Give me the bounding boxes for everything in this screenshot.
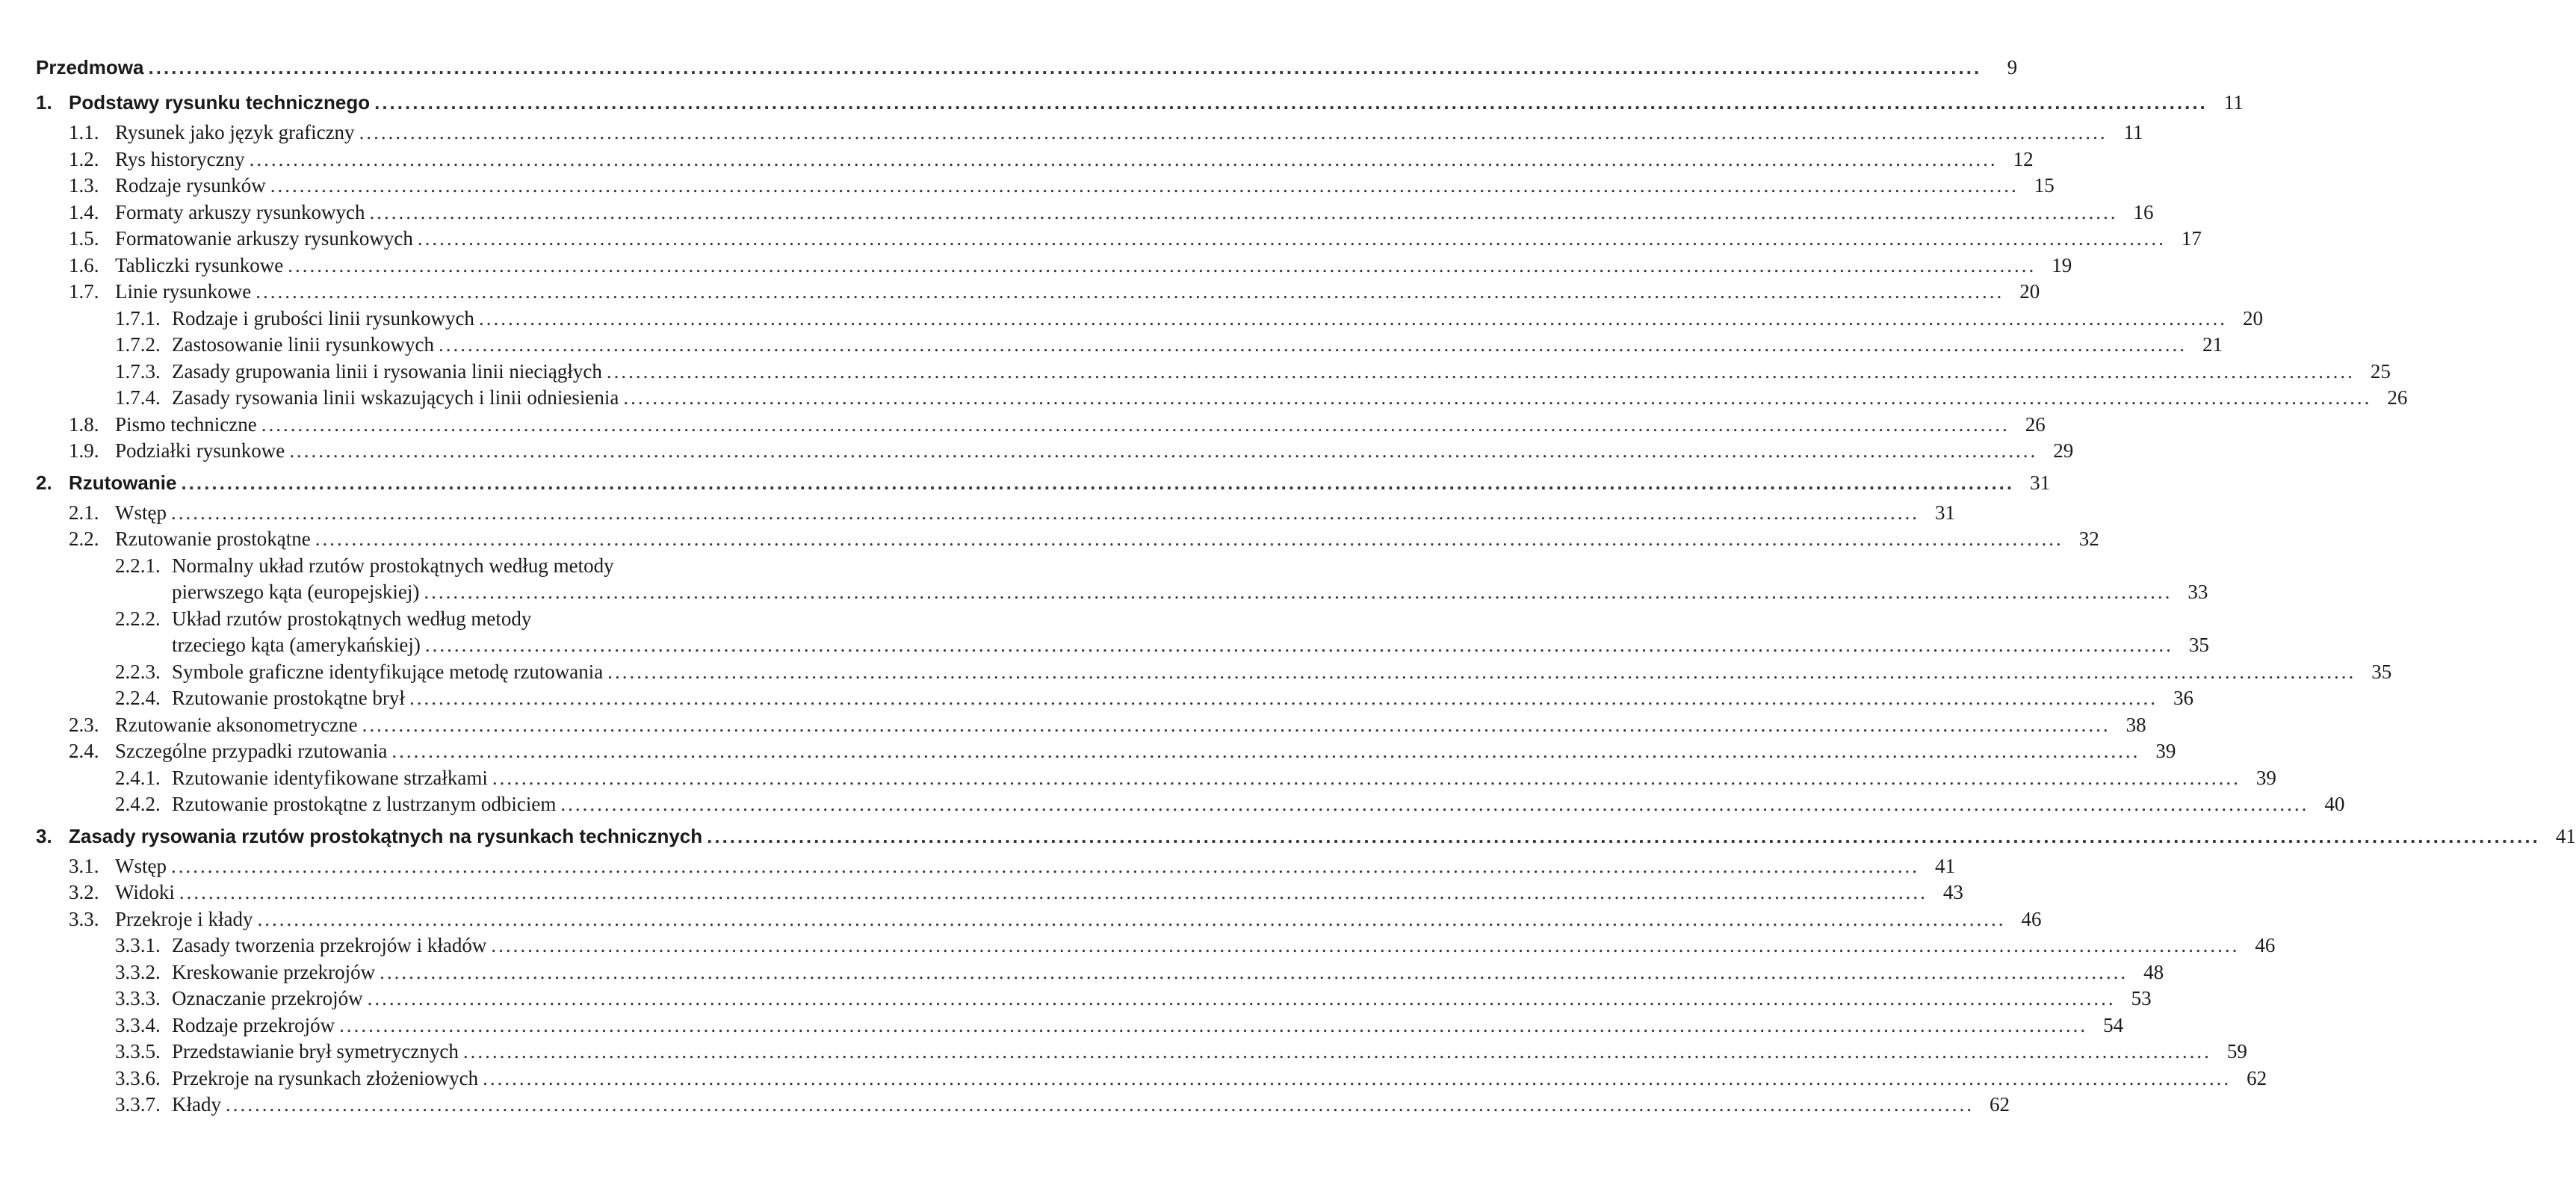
- toc-entry-title: Zasady grupowania linii i rysowania linii nieciągłych: [172, 359, 602, 383]
- toc-page-number: 15: [2034, 174, 2055, 197]
- toc-entry-title: Rzutowanie aksonometryczne: [115, 713, 358, 736]
- toc-page-number: 29: [2053, 439, 2074, 462]
- toc-entry-number: 2.2.2.: [115, 607, 161, 630]
- toc-entry-section: [36, 906, 2042, 933]
- dot-leader: [425, 632, 2173, 659]
- toc-page-number: 62: [1989, 1093, 2010, 1116]
- toc-entry-number: 3.3.: [69, 907, 99, 930]
- toc-entry-section: [36, 500, 1955, 527]
- toc-entry-title: Zasady tworzenia przekrojów i kładów: [172, 934, 487, 956]
- toc-page-number: 20: [2242, 306, 2263, 330]
- toc-entry-title: Rzutowanie: [69, 471, 177, 494]
- toc-entry-section: [36, 226, 2202, 253]
- toc-entry-number: 1.1.: [69, 121, 99, 143]
- toc-entry-title: Zasady rysowania rzutów prostokątnych na rysunkach technicznych: [69, 824, 703, 847]
- toc-entry-title: Rodzaje rysunków: [115, 174, 266, 197]
- toc-entry-title: Rys historyczny: [115, 147, 245, 170]
- toc-entry-title: Widoki: [115, 881, 175, 903]
- toc-page-number: 32: [2078, 528, 2099, 550]
- toc-entry-section: [36, 853, 1955, 880]
- dot-leader: [289, 438, 2037, 465]
- toc-entry-number: 2.: [36, 471, 52, 494]
- toc-entry-subsection: [36, 1092, 2010, 1119]
- toc-page-number: 41: [1934, 854, 1955, 877]
- toc-page-number: 31: [1934, 501, 1955, 524]
- toc-entry-title: Rodzaje przekrojów: [172, 1013, 335, 1036]
- toc-page-number: 9: [2007, 56, 2018, 78]
- dot-leader: [315, 526, 2063, 553]
- toc-entry-number: 1.7.: [69, 280, 99, 303]
- toc-entry-title: Linie rysunkowe: [115, 280, 252, 303]
- toc-page-number: 43: [1942, 881, 1963, 903]
- toc-entry-subsection: [36, 306, 2263, 332]
- toc-entry-subsection: [36, 1012, 2124, 1039]
- toc-entry-title: Kreskowanie przekrojów: [172, 960, 376, 983]
- toc-entry-section: [36, 279, 2040, 306]
- dot-leader: [368, 986, 2116, 1012]
- toc-entry-section: [36, 200, 2154, 226]
- toc-page-number: 33: [2188, 581, 2208, 603]
- dot-leader: [483, 1065, 2231, 1092]
- toc-page-number: 21: [2202, 333, 2223, 356]
- toc-entry-number: 1.6.: [69, 253, 99, 276]
- toc-page-number: 31: [2030, 471, 2051, 494]
- toc-entry-number: 1.4.: [69, 200, 99, 223]
- dot-leader: [181, 466, 2014, 500]
- dot-leader: [270, 173, 2019, 200]
- toc-entry-title: Kłady: [172, 1093, 221, 1116]
- toc-entry-title: Podstawy rysunku technicznego: [69, 91, 371, 114]
- toc-entry-subsection: [36, 959, 2164, 986]
- toc-page-number: 40: [2324, 793, 2345, 815]
- dot-leader: [623, 385, 2371, 412]
- toc-page-number: 54: [2103, 1013, 2124, 1036]
- toc-page-number: 12: [2013, 147, 2034, 170]
- toc-entry-subsection: [36, 791, 2345, 818]
- toc-entry-title: Oznaczanie przekrojów: [172, 987, 363, 1009]
- dot-leader: [339, 1012, 2087, 1039]
- toc-entry-number: 1.: [36, 91, 52, 114]
- dot-leader: [171, 853, 1919, 880]
- dot-leader: [171, 500, 1919, 527]
- toc-entry-number: 2.1.: [69, 501, 99, 524]
- toc-entry-title: Rysunek jako język graficzny: [115, 121, 355, 143]
- toc-entry-title: Rzutowanie identyfikowane strzałkami: [172, 766, 488, 789]
- toc-entry-number: 1.8.: [69, 412, 99, 436]
- dot-leader: [424, 579, 2172, 606]
- toc-entry-section: [36, 526, 2099, 553]
- toc-entry-section: [36, 146, 2034, 173]
- dot-leader: [257, 906, 2005, 933]
- toc-entry-title: Rzutowanie prostokątne brył: [172, 687, 405, 709]
- dot-leader: [418, 226, 2166, 253]
- toc-page-number: 46: [2255, 934, 2276, 956]
- toc-entry-number: 3.2.: [69, 881, 99, 903]
- toc-entry-chapter: [36, 466, 2051, 500]
- toc-page-number: 19: [2052, 253, 2072, 276]
- dot-leader: [391, 738, 2140, 765]
- toc-entry-number: 2.2.4.: [115, 687, 161, 709]
- toc-entry-subsection: [36, 932, 2276, 959]
- toc-entry-section: [36, 253, 2072, 279]
- dot-leader: [409, 685, 2158, 712]
- toc-page-number: 26: [2025, 412, 2046, 436]
- dot-leader: [369, 200, 2117, 226]
- dot-leader: [491, 932, 2239, 959]
- toc-page-number: 59: [2226, 1040, 2247, 1063]
- toc-entry-number: 2.4.: [69, 740, 99, 762]
- toc-entry-number: 3.: [36, 824, 52, 847]
- toc-entry-number: 1.7.3.: [115, 359, 161, 383]
- toc-entry-number: 2.4.2.: [115, 793, 161, 815]
- toc-entry-number: 1.7.4.: [115, 386, 161, 409]
- toc-entry-title: Przedmowa: [36, 56, 144, 78]
- toc-entry-section: [36, 879, 1963, 906]
- toc-page-number: 16: [2133, 200, 2154, 223]
- dot-leader: [256, 279, 2004, 306]
- dot-leader: [380, 959, 2128, 986]
- toc-page-number: 62: [2247, 1066, 2267, 1089]
- toc-entry-number: 2.4.1.: [115, 766, 161, 789]
- toc-entry-title: Układ rzutów prostokątnych według metody: [172, 607, 532, 630]
- toc-entry-subsection: [36, 553, 2208, 606]
- dot-leader: [261, 412, 2010, 439]
- toc-entry-number: 3.3.1.: [115, 934, 161, 956]
- toc-entry-title: Przekroje na rysunkach złożeniowych: [172, 1066, 479, 1089]
- toc-entry-number: 1.5.: [69, 227, 99, 250]
- toc-entry-section: [36, 120, 2143, 146]
- toc-entry-number: 1.7.1.: [115, 306, 161, 330]
- toc-entry-number: 3.1.: [69, 854, 99, 877]
- toc-page-number: 38: [2125, 713, 2146, 736]
- toc-entry-number: 2.2.: [69, 528, 99, 550]
- toc-entry-title: Przedstawianie brył symetrycznych: [172, 1040, 459, 1063]
- toc-page-number: 11: [2123, 121, 2143, 143]
- toc-page-number: 36: [2173, 687, 2193, 709]
- toc-entry-subsection: [36, 685, 2193, 712]
- toc-page-number: 35: [2188, 634, 2209, 656]
- dot-leader: [560, 791, 2309, 818]
- toc-entry-number: 2.3.: [69, 713, 99, 736]
- dot-leader: [607, 359, 2355, 386]
- toc-entry-subsection: [36, 332, 2223, 359]
- dot-leader: [374, 86, 2208, 120]
- toc-entry-section: [36, 738, 2176, 765]
- dot-leader: [492, 765, 2241, 792]
- toc-entry-number: 3.3.7.: [115, 1093, 161, 1116]
- toc-entry-title: Symbole graficzne identyfikujące metodę rzutowania: [172, 660, 604, 683]
- toc-entry-subsection: [36, 1039, 2247, 1065]
- dot-leader: [707, 820, 2540, 853]
- toc-entry-subsection: [36, 1065, 2267, 1092]
- toc-entry-number: 1.9.: [69, 439, 99, 462]
- toc-entry-title: Normalny układ rzutów prostokątnych według metody: [172, 554, 614, 577]
- toc-entry-number: 3.3.2.: [115, 960, 161, 983]
- toc-entry-title: Zastosowanie linii rysunkowych: [172, 333, 434, 356]
- toc-entry-number: 1.2.: [69, 147, 99, 170]
- toc-entry-title: Szczególne przypadki rzutowania: [115, 740, 388, 762]
- dot-leader: [607, 659, 2356, 686]
- toc-page-number: 53: [2131, 987, 2152, 1009]
- toc-entry-title: Przekroje i kłady: [115, 907, 253, 930]
- toc-page-number: 26: [2387, 386, 2408, 409]
- toc-page-number: 17: [2181, 227, 2202, 250]
- toc-entry-title: Wstęp: [115, 501, 167, 524]
- toc-entry-section: [36, 173, 2055, 200]
- dot-leader: [149, 51, 1982, 84]
- toc-entry-chapter: [36, 820, 2576, 853]
- toc-page-number: 39: [2255, 766, 2276, 789]
- toc-entry-title: Podziałki rysunkowe: [115, 439, 285, 462]
- toc-entry-section: [36, 712, 2146, 739]
- toc-entry-number: 1.7.2.: [115, 333, 161, 356]
- toc-entry-title: Formatowanie arkuszy rysunkowych: [115, 227, 413, 250]
- toc-entry-number: 2.2.1.: [115, 554, 161, 577]
- toc-entry-number: 3.3.5.: [115, 1040, 161, 1063]
- table-of-contents: [36, 49, 2576, 1119]
- toc-entry-subsection: [36, 765, 2276, 792]
- dot-leader: [179, 879, 1928, 906]
- toc-page-number: 41: [2555, 824, 2576, 847]
- toc-entry-subsection: [36, 359, 2391, 386]
- toc-entry-subsection: [36, 606, 2209, 659]
- toc-entry-chapter: [36, 51, 2018, 84]
- dot-leader: [463, 1039, 2211, 1065]
- toc-entry-title-continued: trzeciego kąta (amerykańskiej): [172, 634, 421, 656]
- toc-entry-number: 3.3.3.: [115, 987, 161, 1009]
- dot-leader: [288, 253, 2036, 279]
- toc-entry-subsection: [36, 986, 2152, 1012]
- toc-entry-title: Wstęp: [115, 854, 167, 877]
- dot-leader: [359, 120, 2108, 146]
- toc-page-number: 39: [2155, 740, 2176, 762]
- toc-entry-title: Rodzaje i grubości linii rysunkowych: [172, 306, 474, 330]
- toc-page-number: 20: [2019, 280, 2040, 303]
- toc-entry-title: Tabliczki rysunkowe: [115, 253, 284, 276]
- toc-entry-title: Pismo techniczne: [115, 412, 257, 436]
- toc-entry-title: Formaty arkuszy rysunkowych: [115, 200, 365, 223]
- toc-entry-chapter: [36, 86, 2244, 120]
- dot-leader: [439, 332, 2187, 359]
- toc-entry-subsection: [36, 659, 2392, 686]
- toc-page-number: 46: [2021, 907, 2042, 930]
- toc-entry-title: Zasady rysowania linii wskazujących i linii odniesienia: [172, 386, 619, 409]
- toc-entry-title: Rzutowanie prostokątne z lustrzanym odbiciem: [172, 793, 557, 815]
- toc-page-number: 48: [2143, 960, 2164, 983]
- dot-leader: [226, 1092, 1974, 1119]
- toc-entry-number: 2.2.3.: [115, 660, 161, 683]
- dot-leader: [250, 146, 1998, 173]
- toc-entry-number: 3.3.4.: [115, 1013, 161, 1036]
- toc-entry-subsection: [36, 385, 2408, 412]
- toc-entry-title: Rzutowanie prostokątne: [115, 528, 311, 550]
- dot-leader: [479, 306, 2227, 332]
- toc-page-number: 25: [2370, 359, 2391, 383]
- dot-leader: [362, 712, 2111, 739]
- toc-entry-number: 3.3.6.: [115, 1066, 161, 1089]
- toc-entry-section: [36, 412, 2046, 439]
- toc-entry-title-continued: pierwszego kąta (europejskiej): [172, 581, 420, 603]
- toc-entry-number: 1.3.: [69, 174, 99, 197]
- toc-entry-section: [36, 438, 2074, 465]
- toc-page-number: 35: [2371, 660, 2392, 683]
- toc-page-number: 11: [2223, 91, 2244, 114]
